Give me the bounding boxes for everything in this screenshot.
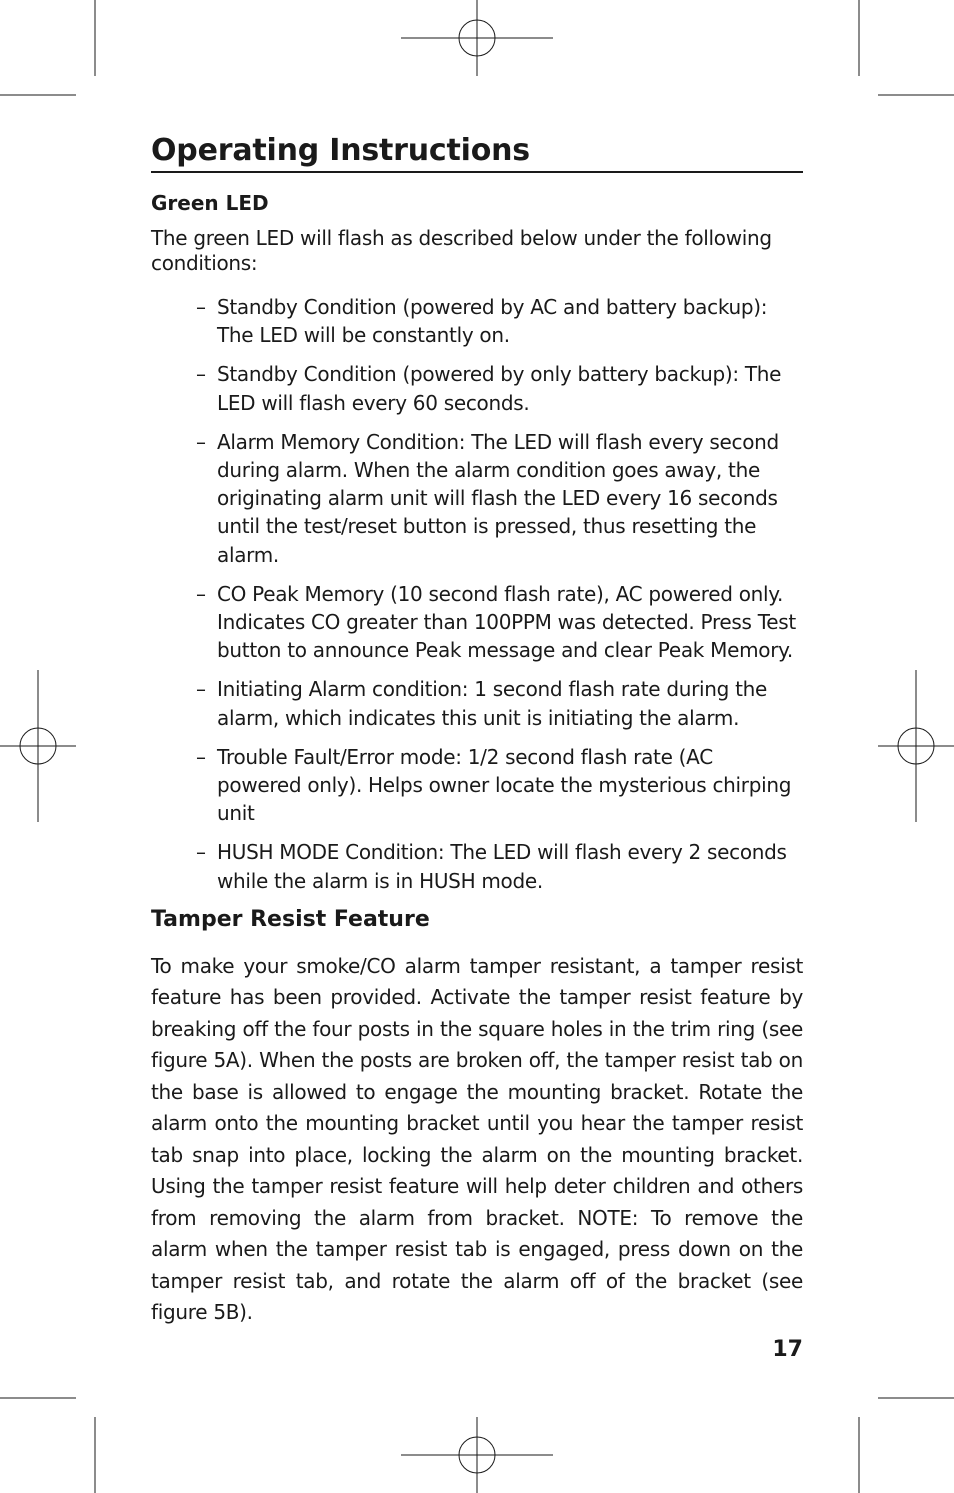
list-item-text: CO Peak Memory (10 second flash rate), AC powered only. Indicates CO greater than 100PPM was detected. Press Test button to announce Peak message and clear Peak Memory. [217,581,796,663]
green-led-intro: The green LED will flash as described below under the following conditions: [151,226,772,275]
title-underline [151,171,803,173]
list-item-text: Trouble Fault/Error mode: 1/2 second flash rate (AC powered only). Helps owner locate the mysterious chirping unit [217,744,792,826]
list-dash: – [196,677,206,702]
list-dash: – [196,295,206,319]
list-item-text: Standby Condition (powered by only battery backup): The LED will flash every 60 seconds. [217,362,782,415]
list-dash: – [196,429,206,454]
page-number: 17 [772,1337,803,1362]
registration-target-right [878,670,954,822]
list-item-text: HUSH MODE Condition: The LED will flash every 2 seconds while the alarm is in HUSH mode. [217,840,787,893]
list-item [196,743,803,828]
section-heading-green-led: Green LED [151,191,269,215]
list-dash: – [196,362,206,387]
registration-target-left [0,670,76,822]
registration-target-top [401,0,553,76]
list-item [196,360,803,416]
list-item [196,428,803,569]
crop-mark-top-right [859,0,954,95]
list-dash: – [196,840,206,865]
page-content [151,133,803,1329]
list-item [196,580,803,665]
list-item [196,675,803,731]
tamper-resist-paragraph: To make your smoke/CO alarm tamper resistant, a tamper resist feature has been provided. Activate the tamper resist feature by breaking off the four posts in the square holes in the trim ring (see figure 5A). When the posts are broken off, the tamper resist tab on the base is allowed to engage the mounting bracket. Rotate the alarm onto the mounting bracket until you hear the tamper resist tab snap into place, locking the alarm on the mounting bracket. Using the tamper resist feature will help deter children and others from removing the alarm from bracket. NOTE: To remove the alarm when the tamper resist tab is engaged, press down on the tamper resist tab, and rotate the alarm off of the bracket (see figure 5B). [151,953,803,1325]
list-item [196,838,803,894]
list-dash: – [196,744,206,769]
list-item [196,293,803,349]
crop-mark-bottom-left [0,1398,95,1493]
list-item-text: Alarm Memory Condition: The LED will flash every second during alarm. When the alarm condition goes away, the originating alarm unit will flash the LED every 16 seconds until the test/reset button is pressed, thus resetting the alarm. [217,429,779,567]
registration-target-bottom [401,1417,553,1493]
list-item-text: Standby Condition (powered by AC and battery backup): The LED will be constantly on. [217,295,768,348]
list-item-text: Initiating Alarm condition: 1 second flash rate during the alarm, which indicates this unit is initiating the alarm. [217,677,768,730]
page-title: Operating Instructions [151,133,530,168]
crop-mark-bottom-right [859,1398,954,1493]
crop-mark-top-left [0,0,95,95]
list-dash: – [196,581,206,606]
section-heading-tamper-resist: Tamper Resist Feature [151,906,430,932]
led-condition-list [151,293,803,895]
